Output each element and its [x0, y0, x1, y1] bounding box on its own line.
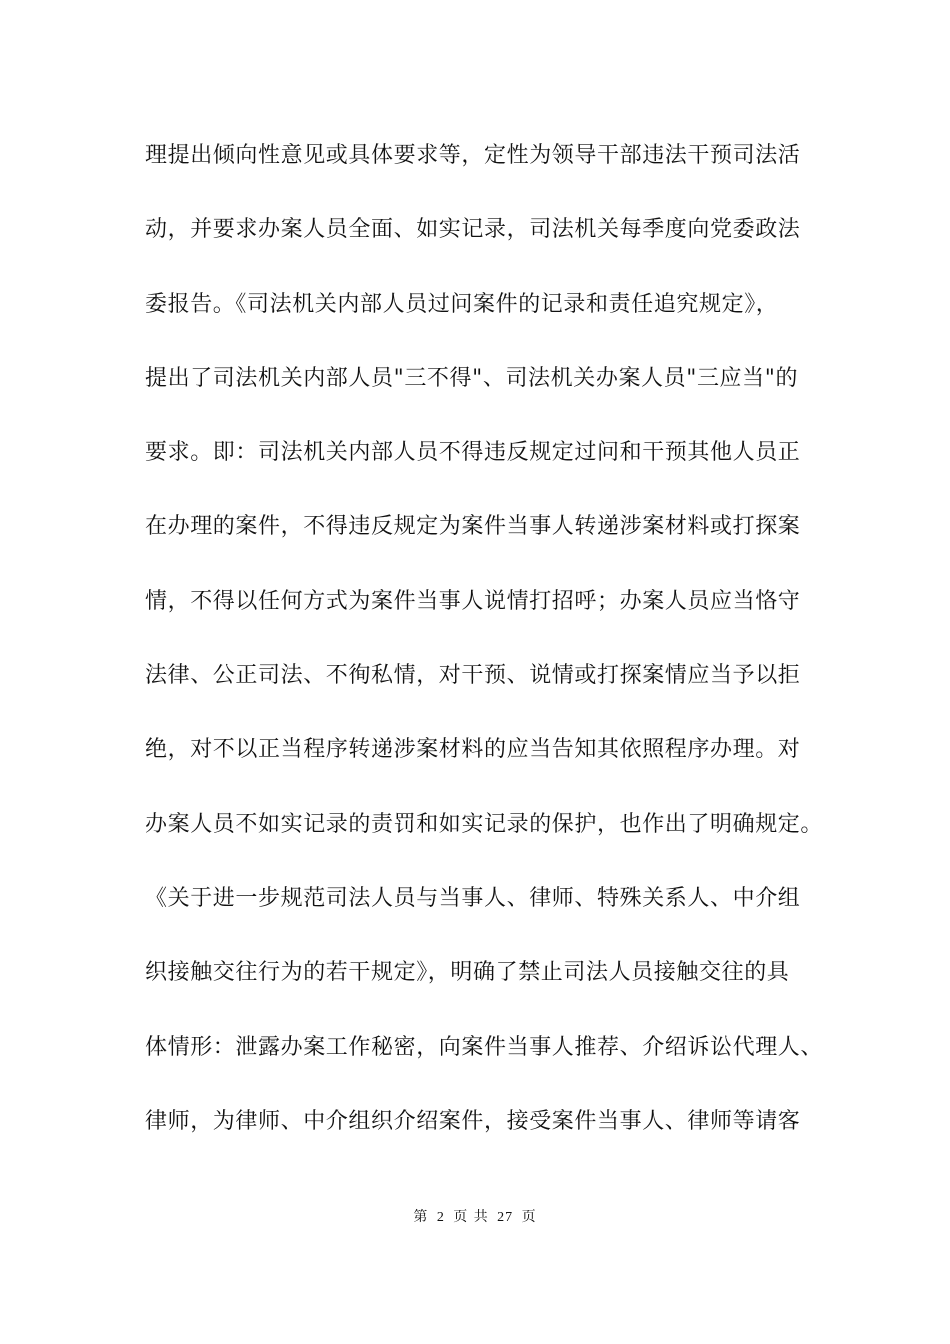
text-line: 情，不得以任何方式为案件当事人说情打招呼；办案人员应当恪守 [145, 588, 801, 614]
text-line: 律师，为律师、中介组织介绍案件，接受案件当事人、律师等请客 [145, 1108, 801, 1134]
footer-total-pages: 27 [497, 1210, 514, 1225]
text-line: 动，并要求办案人员全面、如实记录，司法机关每季度向党委政法 [145, 217, 801, 243]
text-line: 提出了司法机关内部人员"三不得"、司法机关办案人员"三应当"的 [145, 365, 799, 391]
text-line: 要求。即：司法机关内部人员不得违反规定过问和干预其他人员正 [145, 440, 801, 466]
footer-suffix: 页 [521, 1209, 537, 1225]
text-line: 委报告。《司法机关内部人员过问案件的记录和责任追究规定》， [145, 291, 779, 317]
footer-prefix: 第 [413, 1209, 429, 1225]
text-line: 理提出倾向性意见或具体要求等，定性为领导干部违法干预司法活 [145, 143, 801, 168]
text-line: 体情形：泄露办案工作秘密，向案件当事人推荐、介绍诉讼代理人、 [145, 1034, 824, 1060]
page-footer [0, 1206, 950, 1226]
text-line: 在办理的案件，不得违反规定为案件当事人转递涉案材料或打探案 [145, 514, 801, 540]
text-line: 绝，对不以正当程序转递涉案材料的应当告知其依照程序办理。对 [145, 737, 801, 763]
text-line: 法律、公正司法、不徇私情，对干预、说情或打探案情应当予以拒 [145, 663, 801, 689]
text-line: 织接触交往行为的若干规定》，明确了禁止司法人员接触交往的具 [145, 960, 790, 986]
text-line: 办案人员不如实记录的责罚和如实记录的保护，也作出了明确规定。 [145, 811, 824, 837]
footer-middle: 页 共 [453, 1209, 489, 1225]
text-line: 《关于进一步规范司法人员与当事人、律师、特殊关系人、中介组 [145, 885, 801, 911]
body-text [145, 136, 825, 1176]
footer-page-number: 2 [436, 1210, 445, 1225]
